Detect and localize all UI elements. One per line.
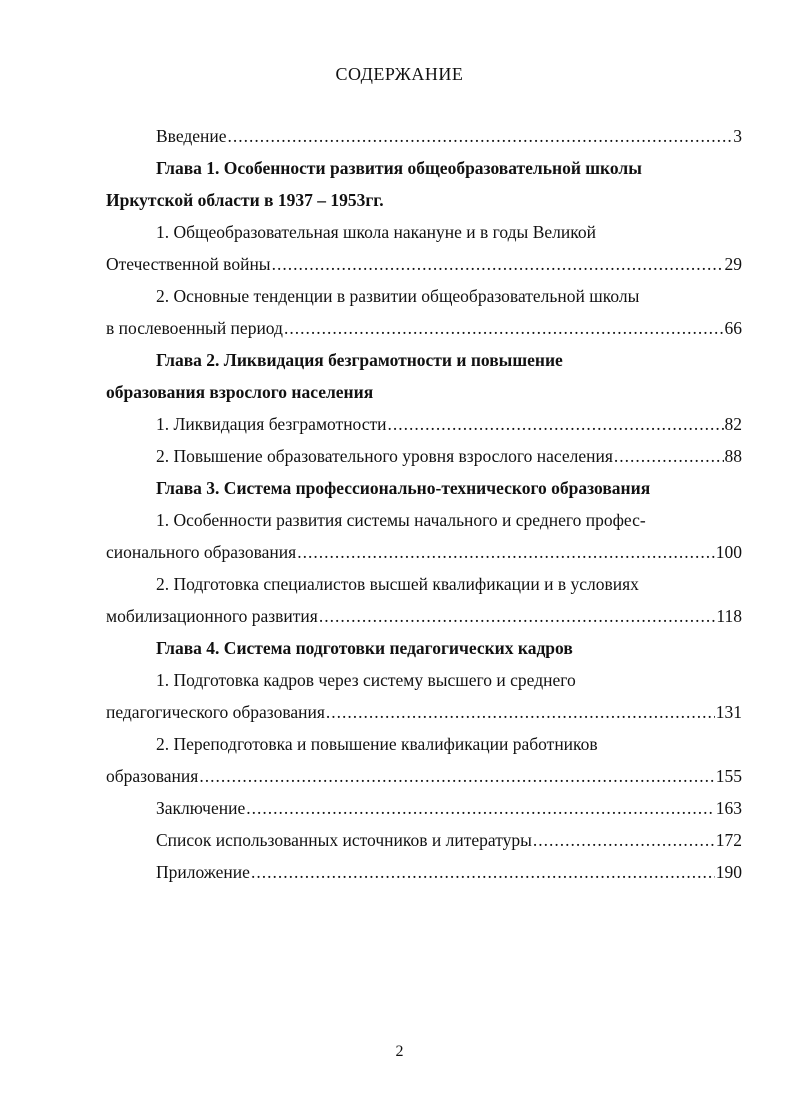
toc-leader-dots [199,766,714,787]
toc-entry-text: образования [106,766,199,786]
toc-leader-dots [319,606,716,627]
toc-entry-text: сионального образования [106,542,297,562]
toc-section-4-2-cont [106,766,742,798]
toc-section-2-1 [106,414,742,446]
toc-leader-dots [246,798,715,819]
toc-section-3-2-cont [106,606,742,638]
page-title: СОДЕРЖАНИЕ [335,64,464,84]
toc-entry-text: 2. Повышение образовательного уровня взрослого населения [156,446,613,466]
toc-section-2-2 [106,446,742,478]
toc-section-1-2 [106,286,742,318]
toc-section-4-1 [106,670,742,702]
toc-entry-text: 2. Подготовка специалистов высшей квалификации и в условиях [156,574,639,594]
toc-section-1-1-cont [106,254,742,286]
toc-entry-text: Введение [156,126,227,146]
toc-entry-text: Отечественной войны [106,254,271,274]
toc-entry-page: 66 [724,318,742,338]
toc-entry-text: педагогического образования [106,702,325,722]
toc-entry-text: мобилизационного развития [106,606,318,626]
toc-entry-text: Список использованных источников и литературы [156,830,532,850]
toc-entry-page: 131 [715,702,742,722]
toc-chapter-1-heading [106,158,742,190]
toc-entry-text: 1. Ликвидация безграмотности [156,414,387,434]
toc-entry-text: Приложение [156,862,250,882]
toc-entry-page: 190 [715,862,742,882]
toc-entry-intro [106,126,742,158]
toc-bibliography [106,830,742,862]
toc-chapter-4-heading [106,638,742,670]
toc-entry-text: 1. Особенности развития системы начального и среднего профес- [156,510,646,530]
table-of-contents [106,126,742,894]
toc-section-4-2 [106,734,742,766]
toc-entry-text: Заключение [156,798,246,818]
toc-entry-page: 100 [715,542,742,562]
toc-entry-page: 172 [715,830,742,850]
toc-appendix [106,862,742,894]
toc-leader-dots [251,862,715,883]
toc-entry-page: 118 [716,606,742,626]
toc-entry-text: образования взрослого населения [106,382,374,402]
toc-entry-text: в послевоенный период [106,318,283,338]
toc-section-3-1-cont [106,542,742,574]
toc-entry-text: Глава 4. Система подготовки педагогических кадров [156,638,573,658]
toc-chapter-1-heading-cont [106,190,742,222]
toc-entry-text: 1. Подготовка кадров через систему высшего и среднего [156,670,576,690]
toc-leader-dots [533,830,715,851]
toc-entry-text: Глава 1. Особенности развития общеобразовательной школы [156,158,642,178]
toc-leader-dots [388,414,724,435]
toc-section-1-1 [106,222,742,254]
toc-chapter-3-heading [106,478,742,510]
toc-entry-page: 3 [733,126,742,146]
toc-entry-page: 88 [724,446,742,466]
toc-leader-dots [297,542,715,563]
toc-leader-dots [228,126,733,147]
toc-chapter-2-heading-cont [106,382,742,414]
toc-leader-dots [326,702,715,723]
toc-entry-text: 2. Переподготовка и повышение квалификации работников [156,734,598,754]
toc-entry-text: Глава 3. Система профессионально-технического образования [156,478,651,498]
toc-entry-text: 1. Общеобразовательная школа накануне и в годы Великой [156,222,596,242]
page-number: 2 [395,1043,404,1060]
toc-leader-dots [272,254,724,275]
toc-conclusion [106,798,742,830]
toc-entry-page: 163 [715,798,742,818]
toc-section-4-1-cont [106,702,742,734]
toc-entry-text: Иркутской области в 1937 – 1953гг. [106,190,384,210]
toc-entry-page: 155 [715,766,742,786]
toc-entry-page: 29 [724,254,742,274]
toc-entry-page: 82 [724,414,742,434]
toc-section-1-2-cont [106,318,742,350]
toc-leader-dots [614,446,724,467]
toc-section-3-2 [106,574,742,606]
toc-entry-text: 2. Основные тенденции в развитии общеобразовательной школы [156,286,640,306]
toc-section-3-1 [106,510,742,542]
toc-entry-text: Глава 2. Ликвидация безграмотности и повышение [156,350,563,370]
toc-leader-dots [284,318,724,339]
toc-chapter-2-heading [106,350,742,382]
